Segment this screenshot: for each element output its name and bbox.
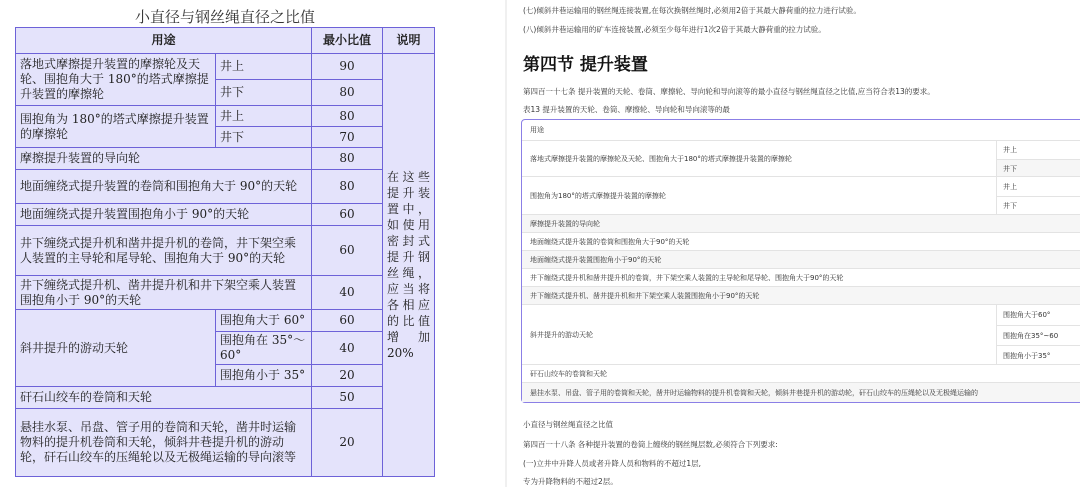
table-cell: 20 [312, 409, 383, 477]
table-row [522, 214, 1080, 232]
table-cell: 围抱角在 35°～60° [216, 332, 312, 365]
table-cell: 80 [312, 148, 383, 170]
sub-column [996, 305, 1080, 364]
table-cell: 20 [312, 365, 383, 387]
table-cell: 斜井提升的游动天轮 [530, 330, 593, 339]
right-pane-preview [507, 0, 1080, 487]
table-cell: 悬挂水泵、吊盘、管子用的卷筒和天轮，凿井时运输物料的提升机卷筒和天轮，倾斜井巷提升机的游动轮，矸石山绞车的压绳轮以及无极绳运输的导向滚等 [16, 409, 312, 477]
table-row [522, 250, 1080, 268]
table-cell: 地面缠绕式提升装置围抱角小于90°的天轮 [530, 255, 662, 264]
left-pane-scan [0, 0, 505, 487]
table-cell: 井下缠绕式提升机和凿井提升机的卷筒，井下架空乘人装置的主导轮和尾导轮、围抱角大于 90°的天轮 [16, 226, 312, 276]
table-cell: 围抱角在35°~60 [1003, 331, 1059, 340]
table-row [522, 176, 1080, 214]
table-cell: 80 [312, 170, 383, 204]
table-cell: 井下 [1003, 202, 1017, 210]
table-cell: 地面缠绕式提升装置围抱角小于 90°的天轮 [16, 204, 312, 226]
table-cell: 围抱角为 180°的塔式摩擦提升装置的摩擦轮 [16, 106, 216, 148]
paragraph: (一)立井中升降人员或者升降人员和物料的不超过1层, [523, 459, 702, 468]
table-cell: 井上 [1003, 182, 1017, 191]
table-cell: 围抱角小于35° [1003, 351, 1051, 360]
header-use: 用途 [16, 28, 312, 54]
table-row [522, 120, 1080, 140]
table-cell: 矸石山绞车的卷筒和天轮 [16, 387, 312, 409]
table-cell: 地面缠绕式提升装置的卷筒和围抱角大于 90°的天轮 [16, 170, 312, 204]
table-cell: 围抱角为180°的塔式摩擦提升装置的摩擦轮 [530, 191, 666, 200]
table-cell: 井下缠绕式提升机和凿井提升机的卷筒，井下架空乘人装置的主导轮和尾导轮、围抱角大于90°的天轮 [530, 273, 844, 282]
preview-table [521, 119, 1080, 403]
header-note: 说明 [383, 28, 435, 54]
note-cell: 在这些提升装置中，如使用密封式提升钢丝绳，应当将各相应的比值增 加20% [383, 54, 435, 477]
table-cell: 井上 [216, 54, 312, 80]
table-cell: 井下 [216, 127, 312, 148]
table-cell: 摩擦提升装置的导向轮 [16, 148, 312, 170]
table-cell: 80 [312, 80, 383, 106]
paragraph: 表13 提升装置的天轮、卷筒、摩擦轮、导向轮和导向滚等的最 [523, 105, 730, 114]
table-cell: 矸石山绞车的卷筒和天轮 [530, 369, 607, 378]
table-cell: 围抱角小于 35° [216, 365, 312, 387]
table-cell: 80 [312, 106, 383, 127]
paragraph: (八)倾斜井巷运输用的矿车连接装置,必须至少每年进行1次2倍于其最大静荷重的拉力试验。 [523, 25, 826, 34]
table-row [522, 382, 1080, 402]
table-cell: 井上 [1003, 146, 1017, 154]
paragraph: (七)倾斜井巷运输用的钢丝绳连接装置,在每次换钢丝绳时,必须用2倍于其最大静荷重的拉力进行试验。 [523, 6, 861, 15]
table-header-use: 用途 [530, 126, 544, 134]
header-min-ratio: 最小比值 [312, 28, 383, 54]
paragraph: 专为升降物料的不超过2层。 [523, 477, 618, 486]
table-cell: 60 [312, 310, 383, 332]
sub-column [996, 141, 1080, 176]
table-cell: 井下缠绕式提升机、凿井提升机和井下架空乘人装置围抱角小于90°的天轮 [530, 291, 760, 300]
sub-column [996, 177, 1080, 214]
table-cell: 落地式摩擦提升装置的摩擦轮及天轮、围抱角大于 180°的塔式摩擦提升装置的摩擦轮 [16, 54, 216, 106]
table-cell: 井上 [216, 106, 312, 127]
table-cell: 60 [312, 204, 383, 226]
table-cell: 井下缠绕式提升机、凿井提升机和井下架空乘人装置围抱角小于 90°的天轮 [16, 276, 312, 310]
table-cell: 围抱角大于60° [1003, 311, 1051, 319]
paragraph: 第四百一十七条 提升装置的天轮、卷筒、摩擦轮、导向轮和导向滚等的最小直径与钢丝绳直径之比值,应当符合表13的要求。 [523, 87, 935, 96]
table-cell: 围抱角大于 60° [216, 310, 312, 332]
table-cell: 落地式摩擦提升装置的摩擦轮及天轮、围抱角大于180°的塔式摩擦提升装置的摩擦轮 [530, 154, 792, 163]
table-cell: 40 [312, 276, 383, 310]
paragraph: 第四百一十八条 各种提升装置的卷筒上缠绕的钢丝绳层数,必须符合下列要求: [523, 440, 778, 449]
table-row [522, 140, 1080, 176]
ratio-table [15, 27, 435, 477]
table-row [522, 232, 1080, 250]
table-cell: 50 [312, 387, 383, 409]
table-cell: 90 [312, 54, 383, 80]
table-cell: 斜井提升的游动天轮 [16, 310, 216, 387]
table-caption: 小直径与钢丝绳直径之比值 [523, 420, 613, 429]
table-cell: 摩擦提升装置的导向轮 [530, 219, 600, 228]
table-cell: 悬挂水泵、吊盘、管子用的卷筒和天轮，凿井时运输物料的提升机卷筒和天轮，倾斜井巷提升机的游动轮，矸石山绞车的压绳轮以及无极绳运输的 [530, 388, 978, 397]
table-row [522, 286, 1080, 304]
table-cell: 地面缠绕式提升装置的卷筒和围抱角大于90°的天轮 [530, 237, 690, 246]
table-cell: 70 [312, 127, 383, 148]
table-row [522, 364, 1080, 382]
table-title: 小直径与钢丝绳直径之比值 [134, 8, 315, 26]
table-cell: 井下 [1003, 164, 1017, 173]
table-row [522, 304, 1080, 364]
table-cell: 60 [312, 226, 383, 276]
table-row [522, 268, 1080, 286]
table-cell: 井下 [216, 80, 312, 106]
table-cell: 40 [312, 332, 383, 365]
section-heading: 第四节 提升装置 [523, 55, 648, 75]
